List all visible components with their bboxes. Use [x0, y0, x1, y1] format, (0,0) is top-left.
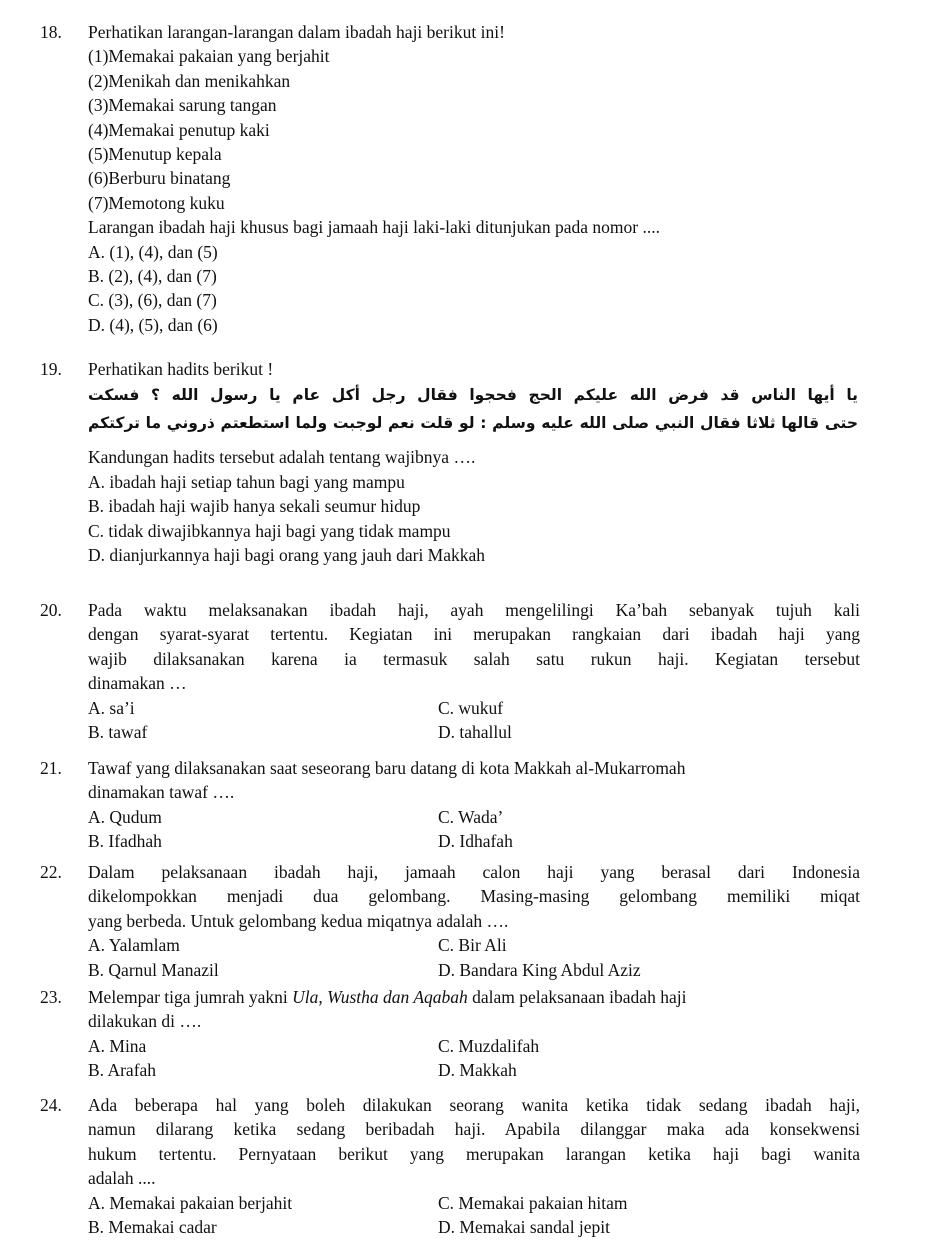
- question-19: [40, 357, 860, 567]
- option-a[interactable]: A. Mina: [88, 1035, 147, 1056]
- question-number: 20.: [40, 600, 62, 620]
- list-item: (4)Memakai penutup kaki: [88, 119, 270, 140]
- option-c[interactable]: C. Bir Ali: [438, 935, 507, 956]
- arabic-hadith: [88, 381, 858, 437]
- text-line: adalah ....: [88, 1168, 156, 1189]
- option-c[interactable]: C. Muzdalifah: [438, 1035, 540, 1056]
- text-line: namun dilarang ketika sedang beribadah haji. Apabila dilanggar maka ada konsekwensi: [88, 1119, 860, 1140]
- question-22: [40, 860, 860, 982]
- option-c[interactable]: C. wukuf: [438, 697, 504, 718]
- option-a[interactable]: A. Qudum: [88, 806, 162, 827]
- option-c[interactable]: C. Memakai pakaian hitam: [438, 1192, 628, 1213]
- question-number: 23.: [40, 987, 62, 1007]
- question-number: 18.: [40, 22, 62, 42]
- question-stem: Perhatikan hadits berikut !: [88, 359, 274, 379]
- text-line: wajib dilaksanakan karena ia termasuk salah satu rukun haji. Kegiatan tersebut: [88, 648, 860, 669]
- question-body: [88, 445, 860, 567]
- question-23: [40, 985, 860, 1083]
- question-text: [88, 860, 860, 933]
- question-text: [88, 598, 860, 696]
- option-a[interactable]: A. (1), (4), dan (5): [88, 241, 218, 262]
- option-d[interactable]: D. Makkah: [438, 1060, 517, 1081]
- arabic-line: يا أيها الناس قد فرض الله عليكم الحج فحجوا فقال رجل أكل عام يا رسول الله ؟ فسكت: [88, 386, 858, 405]
- option-c[interactable]: C. tidak diwajibkannya haji bagi yang tidak mampu: [88, 520, 451, 541]
- option-d[interactable]: D. Idhafah: [438, 831, 513, 852]
- text-line: hukum tertentu. Pernyataan berikut yang merupakan larangan ketika haji bagi wanita: [88, 1143, 860, 1164]
- text-line: dengan syarat-syarat tertentu. Kegiatan ini merupakan rangkaian dari ibadah haji yang: [88, 624, 860, 645]
- question-prompt: Larangan ibadah haji khusus bagi jamaah haji laki-laki ditunjukan pada nomor ....: [88, 217, 660, 238]
- option-b[interactable]: B. (2), (4), dan (7): [88, 266, 217, 287]
- option-b[interactable]: B. tawaf: [88, 722, 148, 743]
- option-b[interactable]: B. Memakai cadar: [88, 1217, 217, 1238]
- options-grid: [88, 1034, 860, 1083]
- list-item: (1)Memakai pakaian yang berjahit: [88, 46, 330, 67]
- list-item: (3)Memakai sarung tangan: [88, 95, 277, 116]
- option-a[interactable]: A. sa’i: [88, 697, 135, 718]
- question-text: [88, 985, 860, 1034]
- question-number: 21.: [40, 758, 62, 778]
- text-fragment: Melempar tiga jumrah yakni: [88, 987, 293, 1007]
- option-d[interactable]: D. dianjurkannya haji bagi orang yang jauh dari Makkah: [88, 545, 486, 566]
- question-18: [40, 20, 860, 337]
- text-line: Pada waktu melaksanakan ibadah haji, ayah mengelilingi Ka’bah sebanyak tujuh kali: [88, 600, 860, 620]
- option-b[interactable]: B. Ifadhah: [88, 831, 162, 852]
- options-grid: [88, 696, 860, 745]
- option-d[interactable]: D. (4), (5), dan (6): [88, 314, 218, 335]
- option-a[interactable]: A. ibadah haji setiap tahun bagi yang mampu: [88, 471, 405, 492]
- text-line: dinamakan tawaf ….: [88, 782, 235, 803]
- list-item: (7)Memotong kuku: [88, 192, 225, 213]
- option-a[interactable]: A. Yalamlam: [88, 935, 180, 956]
- question-number: 19.: [40, 359, 62, 379]
- text-line: Dalam pelaksanaan ibadah haji, jamaah calon haji yang berasal dari Indonesia: [88, 862, 860, 882]
- option-c[interactable]: C. Wada’: [438, 806, 504, 827]
- question-number: 22.: [40, 862, 62, 882]
- question-prompt: Kandungan hadits tersebut adalah tentang wajibnya ….: [88, 447, 476, 468]
- text-fragment: dalam pelaksanaan ibadah haji: [467, 987, 687, 1007]
- text-line: [88, 985, 860, 1009]
- question-stem: Perhatikan larangan-larangan dalam ibadah haji berikut ini!: [88, 22, 505, 42]
- option-a[interactable]: A. Memakai pakaian berjahit: [88, 1192, 293, 1213]
- list-item: (6)Berburu binatang: [88, 168, 231, 189]
- question-21: [40, 756, 860, 854]
- option-d[interactable]: D. Memakai sandal jepit: [438, 1217, 611, 1238]
- question-text: [88, 756, 860, 805]
- option-b[interactable]: B. ibadah haji wajib hanya sekali seumur hidup: [88, 496, 421, 517]
- text-line: dikelompokkan menjadi dua gelombang. Masing-masing gelombang memiliki miqat: [88, 886, 860, 907]
- text-line: yang berbeda. Untuk gelombang kedua miqatnya adalah ….: [88, 910, 509, 931]
- option-d[interactable]: D. tahallul: [438, 722, 512, 743]
- list-item: (2)Menikah dan menikahkan: [88, 70, 291, 91]
- text-line: dilakukan di ….: [88, 1011, 202, 1032]
- question-number: 24.: [40, 1095, 62, 1115]
- jumrah-names: Ula, Wustha dan Aqabah: [292, 987, 468, 1007]
- options-grid: [88, 1191, 860, 1240]
- options-grid: [88, 805, 860, 854]
- question-text: [88, 1093, 860, 1191]
- question-24: [40, 1093, 860, 1239]
- text-line: dinamakan …: [88, 673, 187, 694]
- arabic-line: حتى قالها ثلاثا فقال النبي صلى الله عليه وسلم : لو قلت نعم لوجبت ولما استطعتم ذروني ما تركتكم: [88, 414, 858, 433]
- list-item: (5)Menutup kepala: [88, 144, 222, 165]
- text-line: Ada beberapa hal yang boleh dilakukan seorang wanita ketika tidak sedang ibadah haji,: [88, 1095, 860, 1115]
- prohibition-list: [88, 44, 860, 337]
- option-b[interactable]: B. Arafah: [88, 1060, 157, 1081]
- text-line: Tawaf yang dilaksanakan saat seseorang baru datang di kota Makkah al-Mukarromah: [88, 758, 686, 778]
- question-20: [40, 598, 860, 744]
- options-grid: [88, 933, 860, 982]
- option-d[interactable]: D. Bandara King Abdul Aziz: [438, 959, 641, 980]
- option-c[interactable]: C. (3), (6), dan (7): [88, 290, 217, 311]
- option-b[interactable]: B. Qarnul Manazil: [88, 959, 219, 980]
